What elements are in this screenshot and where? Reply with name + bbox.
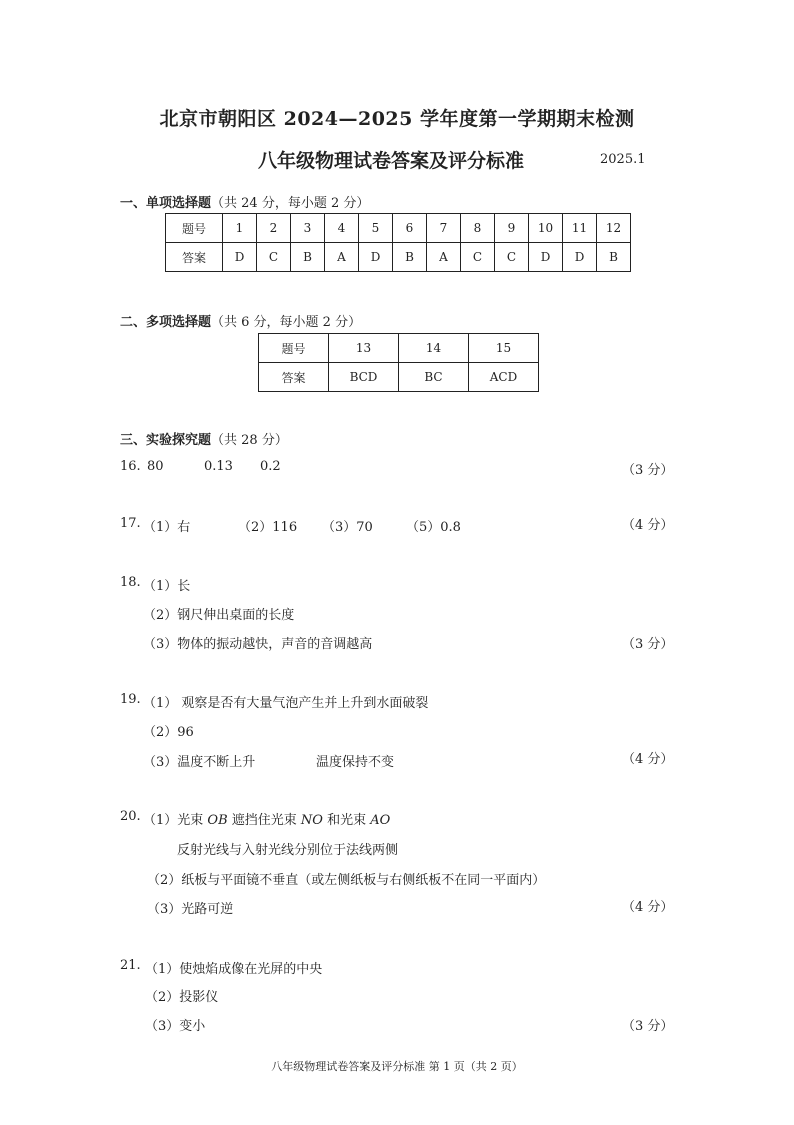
table-cell: A [427, 243, 461, 272]
table-cell: C [461, 243, 495, 272]
table-cell: 12 [597, 214, 631, 243]
q21-answer-2: （2）投影仪 [145, 990, 219, 1005]
table-cell: 6 [393, 214, 427, 243]
table-cell: 9 [495, 214, 529, 243]
row-header-number: 题号 [259, 334, 329, 363]
table-cell: C [257, 243, 291, 272]
q17-answer-2: （2）116 [238, 520, 298, 535]
q20-text: （1）光束 [143, 813, 208, 828]
table-cell: 13 [329, 334, 399, 363]
page-title: 北京市朝阳区 2024—2025 学年度第一学期期末检测 [159, 108, 635, 130]
section-1-answer-table [165, 213, 631, 272]
table-cell: B [393, 243, 427, 272]
q20-answer-1 [143, 809, 390, 828]
q21-number: 21. [120, 958, 141, 973]
q21-answer-1: （1）使烛焰成像在光屏的中央 [145, 962, 323, 977]
q21-score: （3 分） [622, 1019, 674, 1034]
q18-score: （3 分） [622, 637, 674, 652]
q18-answer-3: （3）物体的振动越快，声音的音调越高 [143, 637, 373, 652]
q19-answer-3b: 温度保持不变 [316, 755, 395, 770]
table-cell: D [223, 243, 257, 272]
q20-answer-3: （3）光路可逆 [147, 902, 234, 917]
table-cell: 1 [223, 214, 257, 243]
table-cell: 3 [291, 214, 325, 243]
q20-answer-1b: 反射光线与入射光线分别位于法线两侧 [177, 843, 399, 858]
row-header-answer: 答案 [166, 243, 223, 272]
q19-answer-1: （1） 观察是否有大量气泡产生并上升到水面破裂 [143, 696, 429, 711]
section-2-answer-table [258, 333, 539, 392]
table-cell: 15 [469, 334, 539, 363]
q16-number: 16. [120, 459, 141, 474]
q20-answer-2: （2）纸板与平面镜不垂直（或左侧纸板与右侧纸板不在同一平面内） [147, 873, 546, 888]
q19-number: 19. [120, 692, 141, 707]
q18-number: 18. [120, 575, 141, 590]
table-cell: B [291, 243, 325, 272]
table-row-numbers [259, 334, 539, 363]
table-cell: A [325, 243, 359, 272]
row-header-number: 题号 [166, 214, 223, 243]
section-1-note: （共 24 分，每小题 2 分） [211, 196, 370, 211]
q21-answer-3: （3）变小 [145, 1019, 206, 1034]
q20-score: （4 分） [622, 900, 674, 915]
q17-answer-1: （1）右 [143, 520, 191, 535]
q16-answer-2: 0.13 [204, 459, 233, 474]
table-cell: B [597, 243, 631, 272]
table-cell: 4 [325, 214, 359, 243]
table-cell: C [495, 243, 529, 272]
section-3-heading [120, 429, 288, 448]
table-cell: BCD [329, 363, 399, 392]
table-cell: D [563, 243, 597, 272]
table-cell: 2 [257, 214, 291, 243]
table-row-answers [166, 243, 631, 272]
section-3-label: 三、实验探究题 [120, 433, 212, 448]
q16-score: （3 分） [622, 463, 674, 478]
q20-var-ob: OB [207, 813, 228, 828]
table-cell: 11 [563, 214, 597, 243]
table-cell: 10 [529, 214, 563, 243]
section-2-label: 二、多项选择题 [120, 315, 212, 330]
table-row-numbers [166, 214, 631, 243]
q19-score: （4 分） [622, 752, 674, 767]
table-cell: 5 [359, 214, 393, 243]
q19-answer-2: （2）96 [143, 725, 194, 740]
page-subtitle: 八年级物理试卷答案及评分标准 [258, 150, 525, 172]
document-date: 2025.1 [600, 152, 646, 167]
q20-var-no: NO [300, 813, 323, 828]
section-3-note: （共 28 分） [211, 433, 288, 448]
table-cell: D [359, 243, 393, 272]
q19-answer-3a: （3）温度不断上升 [143, 755, 256, 770]
table-cell: BC [399, 363, 469, 392]
q20-text: 和光束 [322, 813, 371, 828]
table-cell: 8 [461, 214, 495, 243]
table-cell: D [529, 243, 563, 272]
page-footer: 八年级物理试卷答案及评分标准 第 1 页（共 2 页） [271, 1060, 523, 1073]
q20-var-ao: AO [370, 813, 391, 828]
q17-answer-3: （3）70 [322, 520, 373, 535]
row-header-answer: 答案 [259, 363, 329, 392]
table-row-answers [259, 363, 539, 392]
q16-answer-1: 80 [147, 459, 164, 474]
q17-answer-5: （5）0.8 [406, 520, 461, 535]
table-cell: 14 [399, 334, 469, 363]
section-1-heading [120, 192, 369, 211]
section-2-heading [120, 311, 361, 330]
q16-answer-3: 0.2 [260, 459, 281, 474]
q20-text: 遮挡住光束 [227, 813, 301, 828]
q18-answer-2: （2）钢尺伸出桌面的长度 [143, 608, 295, 623]
q20-number: 20. [120, 809, 141, 824]
q18-answer-1: （1）长 [143, 579, 191, 594]
q17-score: （4 分） [622, 518, 674, 533]
section-2-note: （共 6 分，每小题 2 分） [211, 315, 362, 330]
q17-number: 17. [120, 516, 141, 531]
table-cell: ACD [469, 363, 539, 392]
section-1-label: 一、单项选择题 [120, 196, 212, 211]
table-cell: 7 [427, 214, 461, 243]
